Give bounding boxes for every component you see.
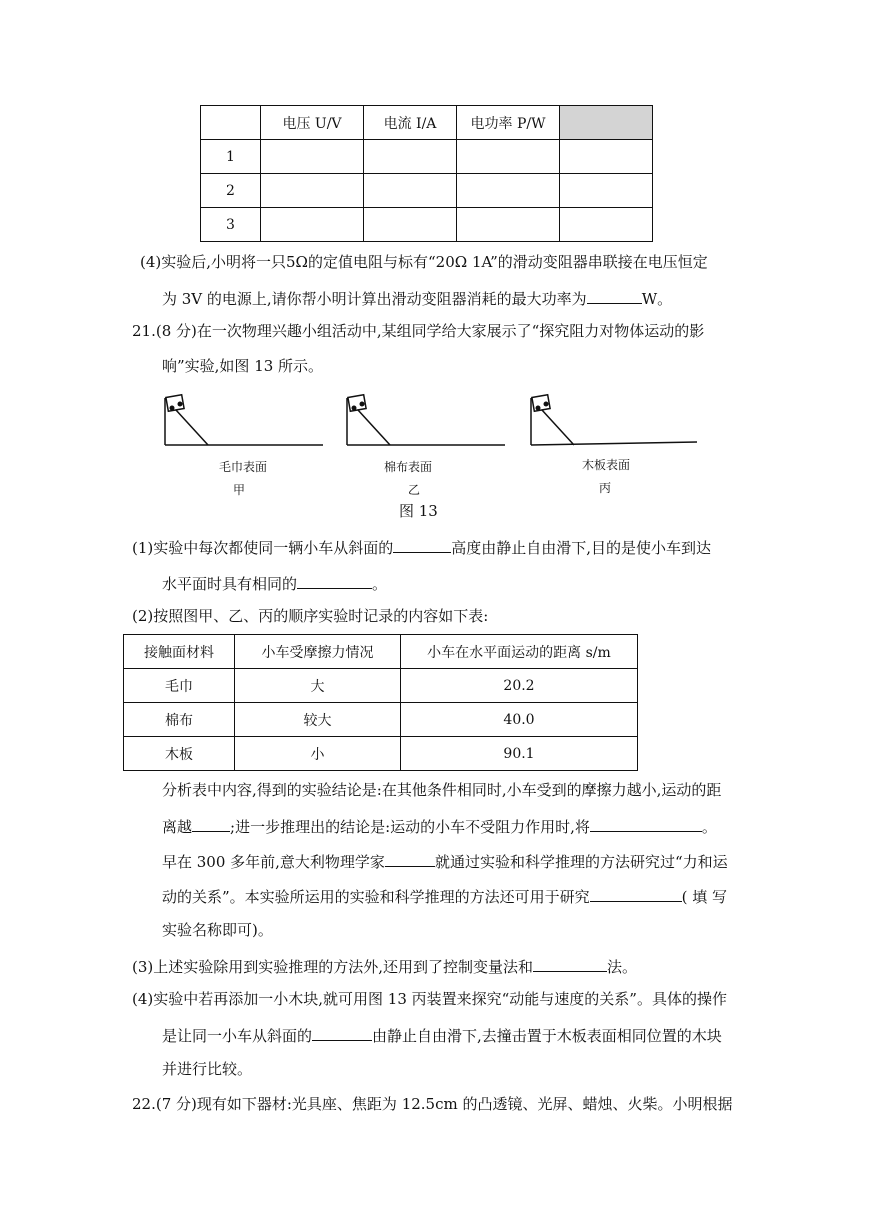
text-span: W。 xyxy=(641,290,673,308)
table-cell xyxy=(364,140,457,174)
table-cell xyxy=(261,140,364,174)
q21-part4-line2 xyxy=(162,1024,722,1046)
analysis-line3 xyxy=(162,850,728,872)
text-span: 。 xyxy=(701,818,717,836)
table-cell xyxy=(364,174,457,208)
text-span: 离越 xyxy=(162,818,193,836)
answer-blank xyxy=(312,1024,372,1041)
answer-blank xyxy=(590,885,682,902)
ramp-panel-wood xyxy=(531,395,697,445)
table-cell: 棉布 xyxy=(124,703,235,737)
table-cell: 1 xyxy=(201,140,261,174)
table-row xyxy=(124,703,638,737)
friction-data-table xyxy=(123,634,638,771)
table-cell: 毛巾 xyxy=(124,669,235,703)
table-row xyxy=(124,737,638,771)
answer-blank xyxy=(385,850,435,867)
text-span: 由静止自由滑下,去撞击置于木板表面相同位置的木块 xyxy=(372,1027,722,1045)
table-cell: 40.0 xyxy=(401,703,638,737)
table-cell xyxy=(457,208,560,242)
table-cell: 较大 xyxy=(235,703,401,737)
q21-part4-line3: 并进行比较。 xyxy=(162,1060,253,1078)
table-header-cell-shaded xyxy=(560,106,653,140)
table-cell xyxy=(560,140,653,174)
figure-label-surface: 棉布表面 xyxy=(384,460,433,474)
text-span: ;进一步推理出的结论是:运动的小车不受阻力作用时,将 xyxy=(230,818,590,836)
q22-line1: 22.(7 分)现有如下器材:光具座、焦距为 12.5cm 的凸透镜、光屏、蜡烛、火柴。小明根据 xyxy=(132,1095,733,1113)
analysis-line5: 实验名称即可)。 xyxy=(162,921,273,939)
text-span: 高度由静止自由滑下,目的是使小车到达 xyxy=(451,539,712,557)
analysis-line2 xyxy=(162,815,717,837)
ramp-panel-cotton xyxy=(347,395,505,445)
q21-part3 xyxy=(132,955,637,977)
text-span: 是让同一小车从斜面的 xyxy=(162,1027,313,1045)
figure-label-surface: 木板表面 xyxy=(582,458,631,472)
q21-part1-line1 xyxy=(132,536,711,558)
table-cell: 木板 xyxy=(124,737,235,771)
table-cell xyxy=(364,208,457,242)
analysis-line1: 分析表中内容,得到的实验结论是:在其他条件相同时,小车受到的摩擦力越小,运动的距 xyxy=(162,781,722,799)
table-cell xyxy=(560,174,653,208)
table-header-row xyxy=(201,106,653,140)
figure-13-diagram xyxy=(160,390,705,450)
analysis-line4 xyxy=(162,885,727,907)
q21-line2: 响”实验,如图 13 所示。 xyxy=(162,357,324,375)
ramp-panel-towel xyxy=(165,395,323,445)
table-header-cell: 电压 U/V xyxy=(261,106,364,140)
q20-part4-line2 xyxy=(162,287,672,309)
q20-part4-line1: (4)实验后,小明将一只5Ω的定值电阻与标有“20Ω 1A”的滑动变阻器串联接在电压恒定 xyxy=(140,253,708,271)
q21-part1-line2 xyxy=(162,572,387,594)
table-header-cell: 小车在水平面运动的距离 s/m xyxy=(401,635,638,669)
answer-blank xyxy=(533,955,607,972)
table-header-cell: 小车受摩擦力情况 xyxy=(235,635,401,669)
table-row xyxy=(201,208,653,242)
q21-part4-line1: (4)实验中若再添加一小木块,就可用图 13 丙装置来探究“动能与速度的关系”。具体的操作 xyxy=(132,990,727,1008)
figure-label-tag: 甲 xyxy=(233,483,246,497)
table-header-cell: 接触面材料 xyxy=(124,635,235,669)
measurement-table xyxy=(200,105,653,242)
figure-caption: 图 13 xyxy=(399,502,438,520)
answer-blank xyxy=(297,572,372,589)
table-cell: 20.2 xyxy=(401,669,638,703)
text-span: 就通过实验和科学推理的方法研究过“力和运 xyxy=(434,853,728,871)
table-cell xyxy=(261,174,364,208)
answer-blank xyxy=(590,815,702,832)
table-cell xyxy=(560,208,653,242)
table-header-cell: 电流 I/A xyxy=(364,106,457,140)
figure-label-tag: 丙 xyxy=(599,481,612,495)
table-row xyxy=(124,669,638,703)
table-cell xyxy=(457,174,560,208)
text-span: 法。 xyxy=(607,958,638,976)
table-cell: 小 xyxy=(235,737,401,771)
table-cell: 90.1 xyxy=(401,737,638,771)
text-span: ( 填 写 xyxy=(681,888,728,906)
answer-blank xyxy=(192,815,230,832)
table-cell xyxy=(457,140,560,174)
table-cell: 2 xyxy=(201,174,261,208)
text-span: (1)实验中每次都使同一辆小车从斜面的 xyxy=(132,539,394,557)
table-header-cell: 电功率 P/W xyxy=(457,106,560,140)
text-span: 为 3V 的电源上,请你帮小明计算出滑动变阻器消耗的最大功率为 xyxy=(162,290,587,308)
table-header-cell xyxy=(201,106,261,140)
text-span: 早在 300 多年前,意大利物理学家 xyxy=(162,853,385,871)
q21-part2-intro: (2)按照图甲、乙、丙的顺序实验时记录的内容如下表: xyxy=(132,607,489,625)
text-span: 动的关系”。本实验所运用的实验和科学推理的方法还可用于研究 xyxy=(162,888,590,906)
table-cell: 大 xyxy=(235,669,401,703)
text-span: (3)上述实验除用到实验推理的方法外,还用到了控制变量法和 xyxy=(132,958,534,976)
answer-blank xyxy=(587,287,642,304)
figure-label-tag: 乙 xyxy=(408,483,421,497)
table-cell xyxy=(261,208,364,242)
figure-label-surface: 毛巾表面 xyxy=(219,460,268,474)
text-span: 水平面时具有相同的 xyxy=(162,575,298,593)
table-cell: 3 xyxy=(201,208,261,242)
q21-line1: 21.(8 分)在一次物理兴趣小组活动中,某组同学给大家展示了“探究阻力对物体运动的影 xyxy=(132,322,705,340)
answer-blank xyxy=(393,536,451,553)
table-header-row xyxy=(124,635,638,669)
table-row xyxy=(201,174,653,208)
table-row xyxy=(201,140,653,174)
text-span: 。 xyxy=(372,575,388,593)
